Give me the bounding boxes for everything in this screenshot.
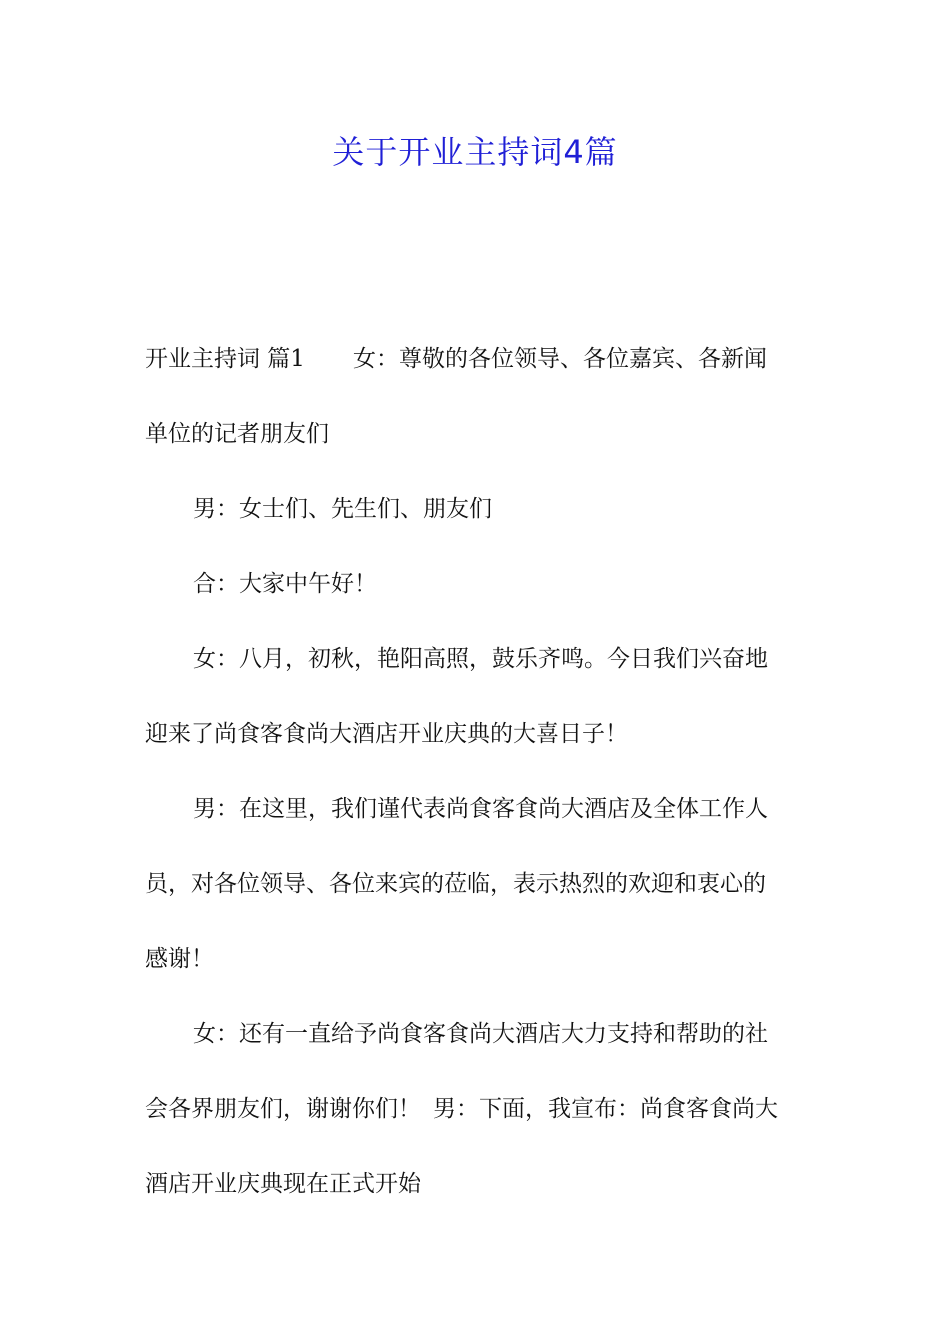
- document-body: [145, 337, 809, 1237]
- paragraph-line: 酒店开业庆典现在正式开始: [145, 1171, 421, 1197]
- paragraph-line: 男：在这里，我们谨代表尚食客食尚大酒店及全体工作人: [193, 796, 768, 822]
- dialogue-text: 男：下面，我宣布：尚食客食尚大: [433, 1096, 778, 1122]
- paragraph-line: 女：还有一直给予尚食客食尚大酒店大力支持和帮助的社: [193, 1021, 768, 1047]
- paragraph-line: 合：大家中午好！: [193, 571, 377, 597]
- paragraph-line: [145, 337, 809, 412]
- section-heading: 开业主持词 篇1: [145, 346, 305, 372]
- dialogue-text: 会各界朋友们，谢谢你们！: [145, 1096, 421, 1122]
- paragraph-line: 单位的记者朋友们: [145, 421, 329, 447]
- paragraph-line: 男：女士们、先生们、朋友们: [193, 496, 492, 522]
- document-title: 关于开业主持词4篇: [332, 133, 618, 171]
- dialogue-text: 女：尊敬的各位领导、各位嘉宾、各新闻: [352, 346, 767, 372]
- paragraph-line: 感谢！: [145, 946, 214, 972]
- paragraph-line: 女：八月，初秋，艳阳高照，鼓乐齐鸣。今日我们兴奋地: [193, 646, 768, 672]
- paragraph-line: 员，对各位领导、各位来宾的莅临，表示热烈的欢迎和衷心的: [145, 871, 766, 897]
- paragraph-line: [145, 1087, 809, 1162]
- paragraph-line: 迎来了尚食客食尚大酒店开业庆典的大喜日子！: [145, 721, 628, 747]
